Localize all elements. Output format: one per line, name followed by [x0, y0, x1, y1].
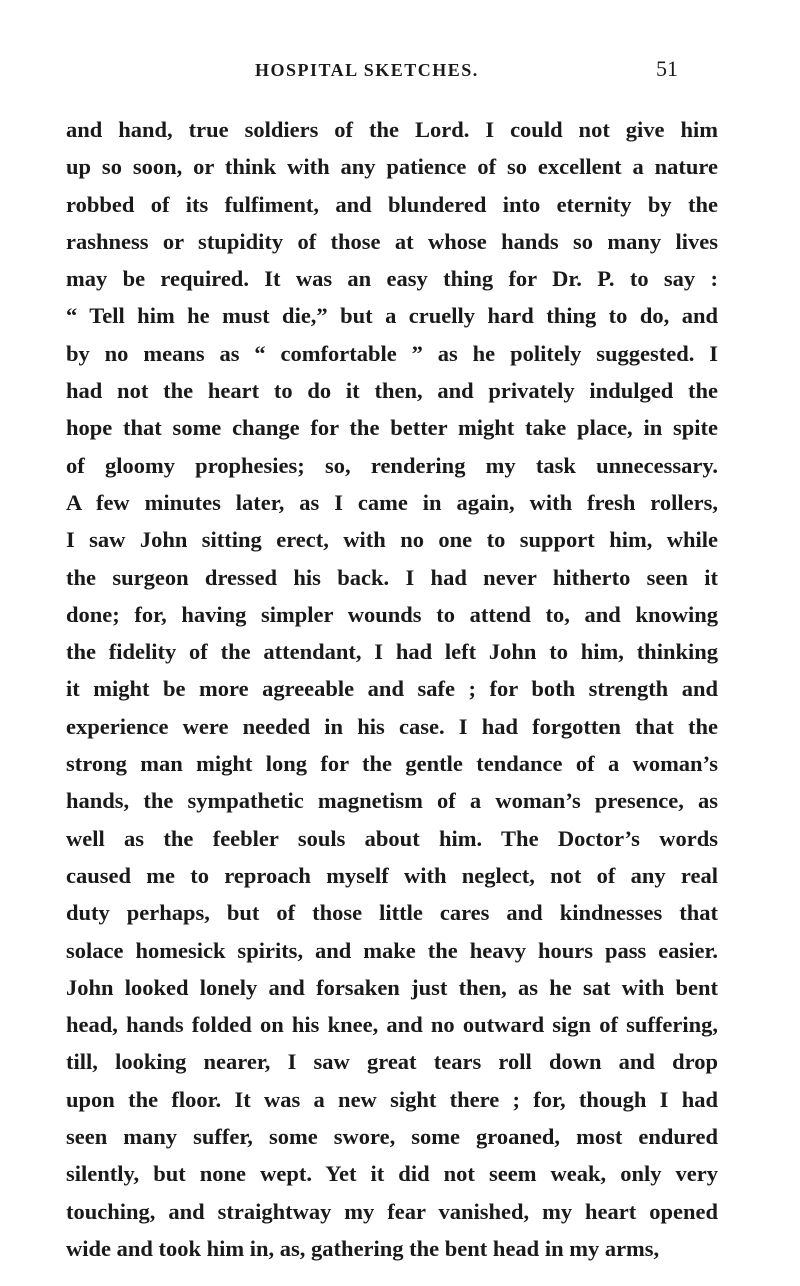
text-line: hands, the sympathetic magnetism of a woman’s presence, as [66, 788, 718, 814]
text-line: hope that some change for the better might take place, in spite [66, 415, 718, 441]
running-head: HOSPITAL SKETCHES. [255, 60, 479, 80]
text-line: till, looking nearer, I saw great tears roll down and drop [66, 1049, 718, 1075]
text-line: strong man might long for the gentle tendance of a woman’s [66, 751, 718, 777]
text-line: the fidelity of the attendant, I had left John to him, thinking [66, 639, 718, 665]
text-line: “ Tell him he must die,” but a cruelly hard thing to do, and [66, 303, 718, 329]
text-line: I saw John sitting erect, with no one to support him, while [66, 527, 718, 553]
text-line: silently, but none wept. Yet it did not seem weak, only very [66, 1161, 718, 1187]
page-number: 51 [656, 56, 678, 81]
text-line: had not the heart to do it then, and privately indulged the [66, 378, 718, 404]
text-line: experience were needed in his case. I had forgotten that the [66, 713, 718, 739]
text-line: seen many suffer, some swore, some groaned, most endured [66, 1124, 718, 1150]
text-line: of gloomy prophesies; so, rendering my task unnecessary. [66, 452, 718, 478]
text-line: up so soon, or think with any patience of so excellent a nature [66, 154, 718, 180]
text-line: A few minutes later, as I came in again, with fresh rollers, [66, 489, 718, 515]
text-line: duty perhaps, but of those little cares and kindnesses that [66, 900, 718, 926]
text-line: may be required. It was an easy thing for Dr. P. to say : [66, 266, 718, 292]
text-line: by no means as “ comfortable ” as he politely suggested. I [66, 340, 718, 366]
text-line: well as the feebler souls about him. The Doctor’s words [66, 825, 718, 851]
page-header [0, 56, 800, 90]
text-line: and hand, true soldiers of the Lord. I could not give him [66, 117, 718, 142]
text-line: robbed of its fulfiment, and blundered into eternity by the [66, 191, 718, 217]
text-line: solace homesick spirits, and make the heavy hours pass easier. [66, 937, 718, 963]
text-line: touching, and straightway my fear vanished, my heart opened [66, 1198, 718, 1224]
text-line: done; for, having simpler wounds to attend to, and knowing [66, 601, 718, 627]
text-line: the surgeon dressed his back. I had never hitherto seen it [66, 564, 718, 590]
text-line: caused me to reproach myself with neglect, not of any real [66, 862, 718, 888]
text-line: John looked lonely and forsaken just then, as he sat with bent [66, 974, 718, 1000]
text-line: wide and took him in, as, gathering the bent head in my arms, [66, 1235, 660, 1261]
text-line: head, hands folded on his knee, and no outward sign of suffering, [66, 1012, 718, 1038]
text-line: upon the floor. It was a new sight there ; for, though I had [66, 1086, 718, 1112]
text-line: it might be more agreeable and safe ; for both strength and [66, 676, 718, 702]
body-text [66, 111, 718, 1267]
text-line: rashness or stupidity of those at whose hands so many lives [66, 228, 718, 254]
